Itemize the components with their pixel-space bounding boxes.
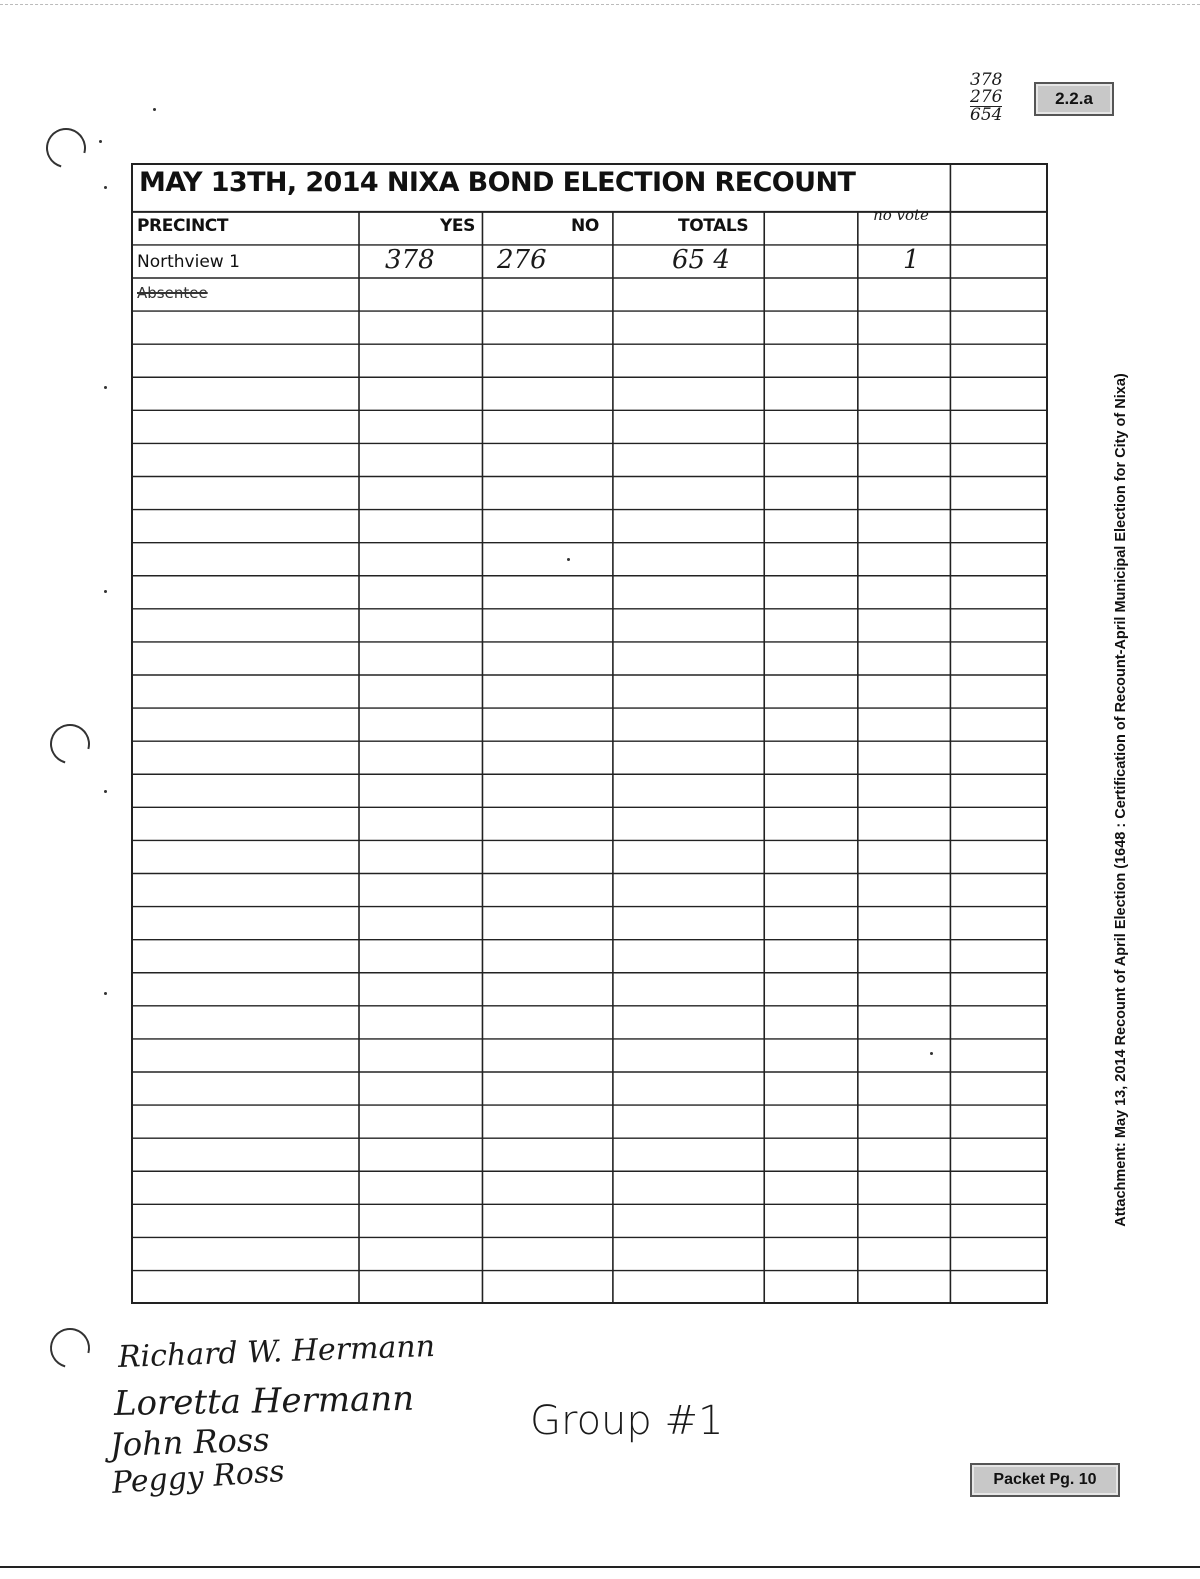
section-badge: 2.2.a xyxy=(1034,82,1114,116)
punch-hole-middle xyxy=(43,717,98,772)
header-totals: TOTALS xyxy=(678,216,749,236)
corner-sum: 654 xyxy=(970,105,1003,125)
scan-speck xyxy=(104,386,107,389)
table-grid-lines xyxy=(133,165,1046,1302)
corner-addend-1: 378 xyxy=(970,70,1003,90)
page-bottom-edge xyxy=(0,1566,1200,1568)
group-label: Group #1 xyxy=(530,1398,724,1444)
attachment-side-caption: Attachment: May 13, 2014 Recount of April Election (1648 : Certification of Recount-April Municipal Election for City of Nixa) xyxy=(1113,373,1129,1227)
signature-4: Peggy Ross xyxy=(110,1453,286,1501)
scan-speck xyxy=(99,140,102,143)
header-no: NO xyxy=(571,216,599,236)
punch-hole-bottom xyxy=(43,1321,98,1376)
cell-no-northview: 276 xyxy=(497,245,547,275)
page-top-edge xyxy=(0,4,1200,5)
corner-addend-2: 276 xyxy=(970,87,1003,107)
cell-precinct-absentee-struck: Absentee xyxy=(137,284,208,302)
scan-speck xyxy=(104,992,107,995)
cell-yes-northview: 378 xyxy=(385,245,435,275)
scan-speck xyxy=(104,186,107,189)
sheet-title: MAY 13TH, 2014 NIXA BOND ELECTION RECOUNT xyxy=(139,167,856,198)
signature-3: John Ross xyxy=(109,1420,271,1464)
signature-1: Richard W. Hermann xyxy=(117,1328,436,1375)
header-yes: YES xyxy=(440,216,475,236)
header-no-vote: no vote xyxy=(873,206,929,224)
signature-2: Loretta Hermann xyxy=(113,1378,415,1424)
handwritten-corner-sum xyxy=(970,72,1002,124)
scan-speck xyxy=(104,590,107,593)
recount-tally-table xyxy=(131,163,1048,1304)
cell-no-vote-northview: 1 xyxy=(903,245,920,275)
punch-hole-top xyxy=(39,121,94,176)
scan-speck xyxy=(153,108,156,111)
cell-totals-northview: 65 4 xyxy=(672,245,730,275)
packet-page-badge: Packet Pg. 10 xyxy=(970,1463,1120,1497)
scan-speck xyxy=(104,790,107,793)
cell-precinct-northview: Northview 1 xyxy=(137,252,240,272)
header-precinct: PRECINCT xyxy=(137,216,229,236)
